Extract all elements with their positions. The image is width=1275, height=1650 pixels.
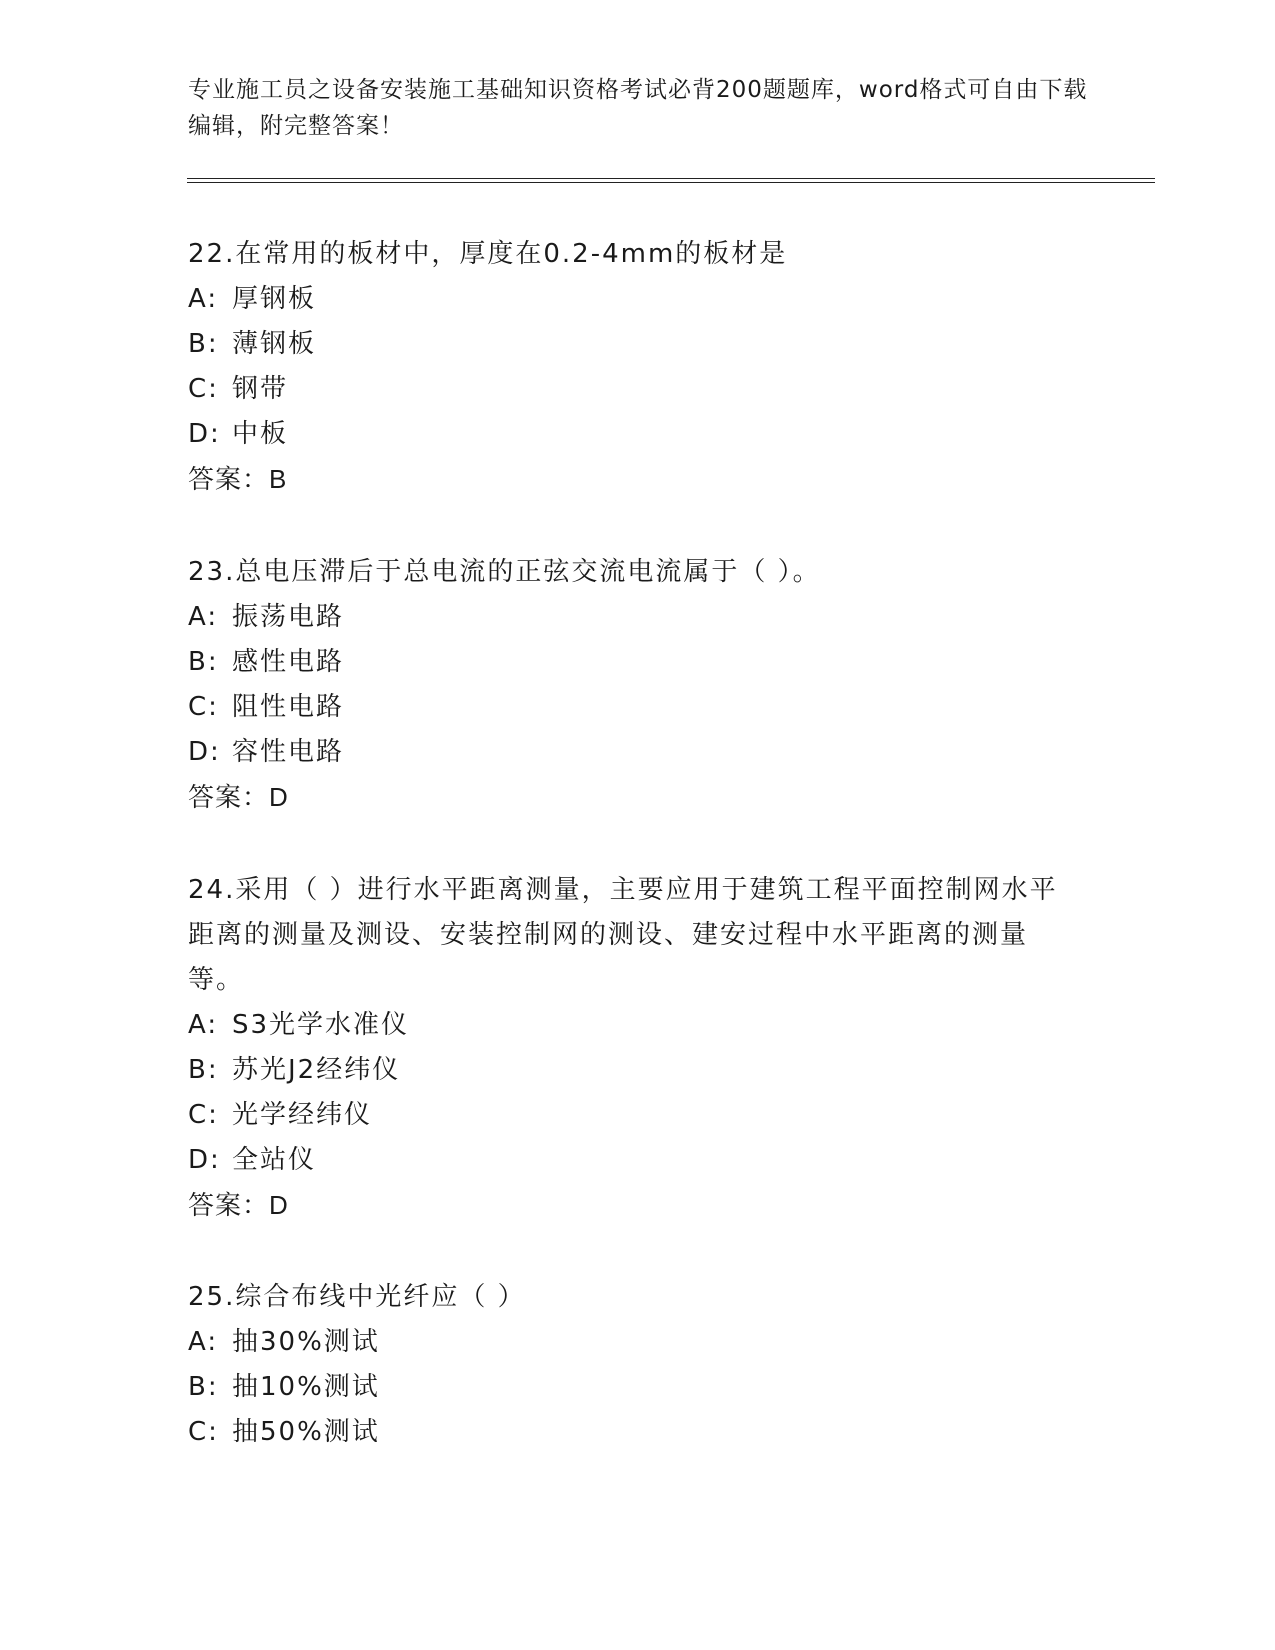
question-22: [188, 232, 1068, 502]
option-a: [188, 1320, 1068, 1365]
option-text: 薄钢板: [232, 329, 317, 359]
option-key: C:: [188, 692, 219, 722]
option-key: B:: [188, 1372, 219, 1402]
question-25: [188, 1275, 1068, 1455]
option-a: [188, 1003, 1068, 1048]
option-d: [188, 412, 1068, 457]
option-key: C:: [188, 1100, 219, 1130]
option-a: [188, 595, 1068, 640]
option-key: B:: [188, 647, 219, 677]
option-text: 苏光J2经纬仪: [232, 1055, 401, 1085]
question-stem: 24.采用（ ）进行水平距离测量，主要应用于建筑工程平面控制网水平距离的测量及测设、安装控制网的测设、建安过程中水平距离的测量等。: [188, 875, 1058, 995]
option-key: D:: [188, 737, 221, 767]
option-key: A:: [188, 1327, 219, 1357]
option-c: [188, 1093, 1068, 1138]
question-23: [188, 550, 1068, 820]
question-24: [188, 868, 1068, 1228]
option-b: [188, 1365, 1068, 1410]
option-key: A:: [188, 284, 219, 314]
option-text: 钢带: [232, 374, 289, 404]
question-stem: 23.总电压滞后于总电流的正弦交流电流属于（ ）。: [188, 557, 821, 587]
option-b: [188, 322, 1068, 367]
option-d: [188, 730, 1068, 775]
option-a: [188, 277, 1068, 322]
option-text: 感性电路: [232, 647, 345, 677]
option-text: 容性电路: [232, 737, 345, 767]
header-divider: [187, 178, 1155, 183]
answer-line: 答案：B: [188, 464, 288, 494]
document-header: 专业施工员之设备安装施工基础知识资格考试必背200题题库，word格式可自由下载编辑，附完整答案！: [188, 77, 1088, 139]
option-key: C:: [188, 1417, 219, 1447]
option-c: [188, 367, 1068, 412]
option-text: 全站仪: [232, 1145, 317, 1175]
answer-line: 答案：D: [188, 1190, 289, 1220]
option-key: D:: [188, 419, 221, 449]
option-d: [188, 1138, 1068, 1183]
question-stem: 22.在常用的板材中，厚度在0.2-4mm的板材是: [188, 239, 788, 269]
option-text: 光学经纬仪: [232, 1100, 373, 1130]
option-b: [188, 640, 1068, 685]
option-key: A:: [188, 1010, 219, 1040]
option-b: [188, 1048, 1068, 1093]
option-text: 抽10%测试: [232, 1372, 380, 1402]
option-c: [188, 685, 1068, 730]
option-key: B:: [188, 1055, 219, 1085]
option-text: 抽30%测试: [232, 1327, 380, 1357]
answer-line: 答案：D: [188, 782, 289, 812]
option-key: C:: [188, 374, 219, 404]
option-text: S3光学水准仪: [232, 1010, 410, 1040]
option-key: A:: [188, 602, 219, 632]
question-stem: 25.综合布线中光纤应（ ）: [188, 1282, 526, 1312]
option-key: D:: [188, 1145, 221, 1175]
option-c: [188, 1410, 1068, 1455]
option-key: B:: [188, 329, 219, 359]
option-text: 中板: [232, 419, 289, 449]
option-text: 抽50%测试: [232, 1417, 380, 1447]
option-text: 振荡电路: [232, 602, 345, 632]
option-text: 厚钢板: [232, 284, 317, 314]
option-text: 阻性电路: [232, 692, 345, 722]
